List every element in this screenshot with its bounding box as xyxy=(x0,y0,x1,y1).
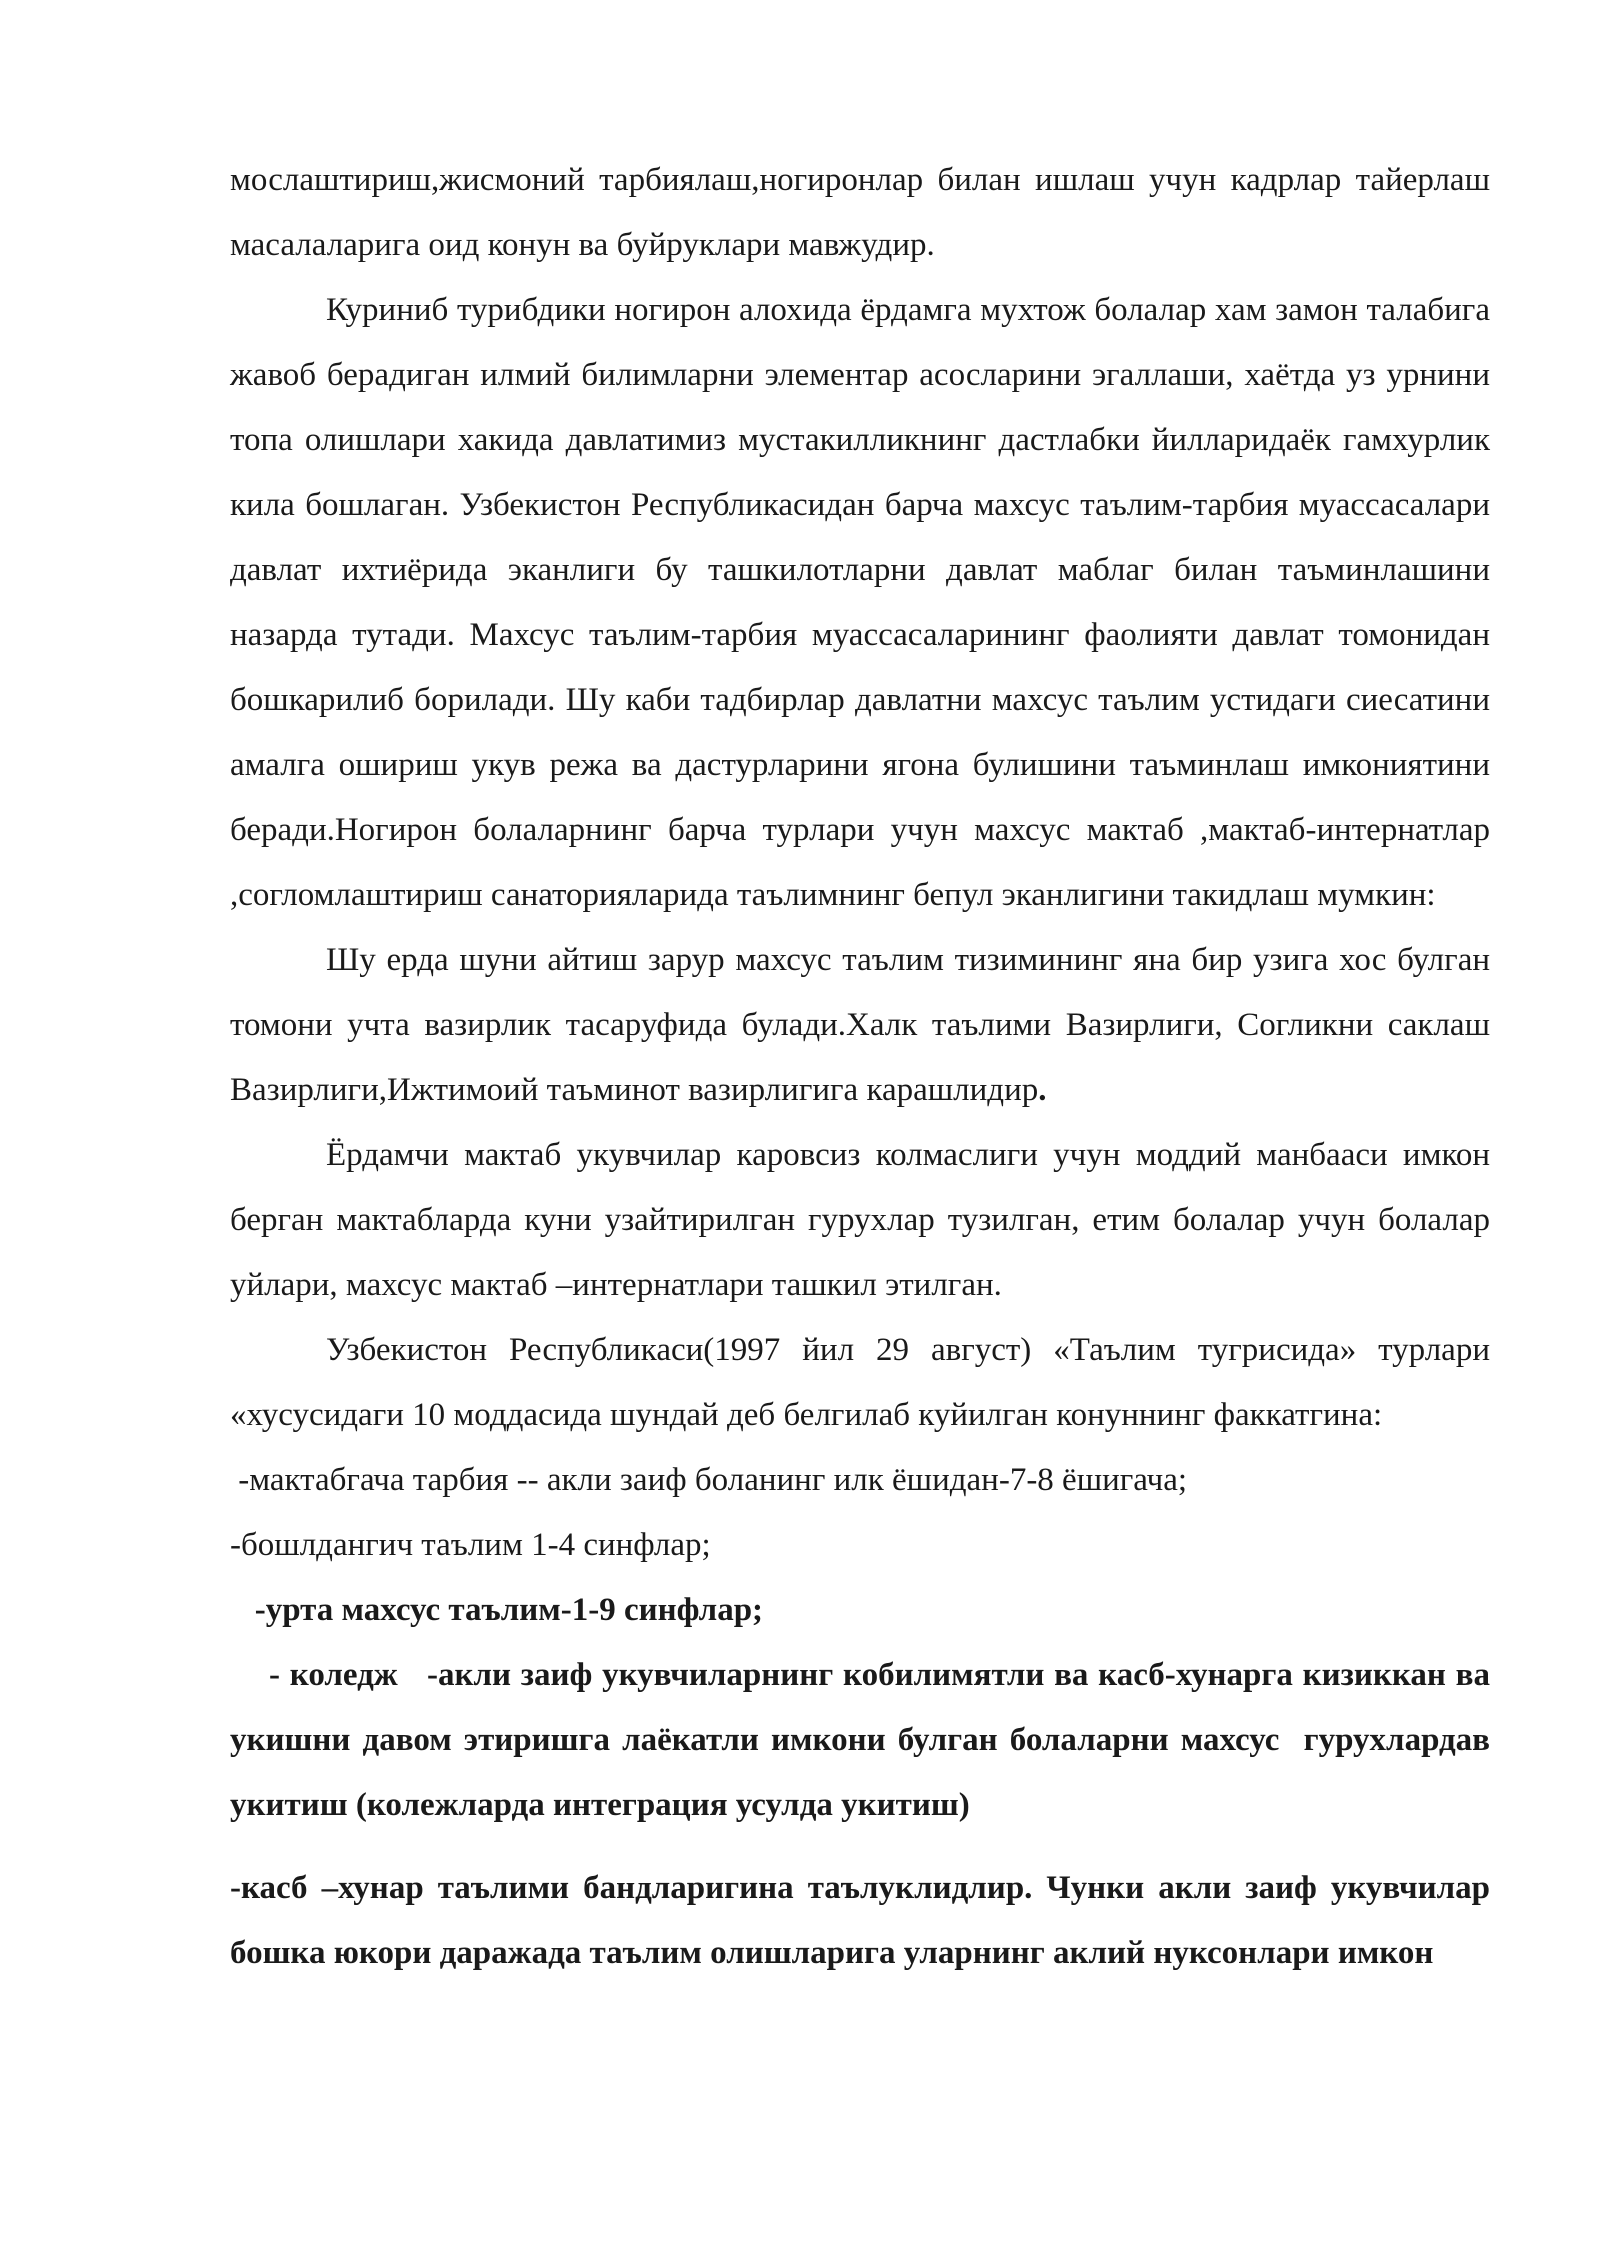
paragraph-ministries xyxy=(230,928,1490,1123)
paragraph-vocational: -касб –хунар таълими бандларигина таълуклидлир. Чунки акли заиф укувчилар бошка юкори даражада таълим олишларига уларнинг аклий нуксонлари имкон xyxy=(230,1870,1490,1971)
paragraph-auxiliary-school: Ёрдамчи мактаб укувчилар каровсиз колмаслиги учун моддий манбааси имкон берган мактабларда куни узайтирилган гурухлар тузилган, етим болалар учун болалар уйлари, махсус мактаб –интернатлари ташкил этилган. xyxy=(230,1137,1490,1303)
list-item-secondary: -урта махсус таълим-1-9 синфлар; xyxy=(230,1592,764,1628)
document-body xyxy=(230,148,1499,1986)
paragraph-law-reference: Узбекистон Республикаси(1997 йил 29 август) «Таълим тугрисида» турлари «хусусидаги 10 моддасида шундай деб белгилаб куйилган конуннинг факкатгина: xyxy=(230,1332,1490,1433)
paragraph-state-care: Куриниб турибдики ногирон алохида ёрдамга мухтож болалар хам замон талабига жавоб берадиган илмий билимларни элементар асосларини эгаллаши, хаётда уз урнини топа олишлари хакида давлатимиз мустакилликнинг дастлабки йилларидаёк гамхурлик кила бошлаган. Узбекистон Республикасидан барча махсус таълим-тарбия муассасалари давлат ихтиёрида эканлиги бу ташкилотларни давлат маблаг билан таъминлашини назарда тутади. Махсус таълим-тарбия муассасаларининг фаолияти давлат томонидан бошкарилиб борилади. Шу каби тадбирлар давлатни махсус таълим устидаги сиесатини амалга ошириш укув режа ва дастурларини ягона булишини таъминлаш имкониятини беради.Ногирон болаларнинг барча турлари учун махсус мактаб ,мактаб-интернатлар ,согломлаштириш санаторияларида таълимнинг бепул эканлигини такидлаш мумкин: xyxy=(230,292,1490,913)
list-item-preschool: -мактабгача тарбия -- акли заиф боланинг илк ёшидан-7-8 ёшигача; xyxy=(230,1462,1188,1498)
list-item-primary: -бошлдангич таълим 1-4 синфлар; xyxy=(230,1527,711,1563)
paragraph-college: - коледж -акли заиф укувчиларнинг кобилимятли ва касб-хунарга кизиккан ва укишни давом этиришга лаёкатли имкони булган болаларни махсус гурухлардав укитиш (колежларда интеграция усулда укитиш) xyxy=(230,1657,1499,1823)
paragraph-continued: мослаштириш,жисмоний тарбиялаш,ногиронлар билан ишлаш учун кадрлар тайерлаш масалаларига оид конун ва буйруклари мавжудир. xyxy=(230,162,1490,263)
paragraph-ministries-period: . xyxy=(1038,1072,1047,1108)
paragraph-ministries-text: Шу ерда шуни айтиш зарур махсус таълим тизимининг яна бир узига хос булган томони учта вазирлик тасаруфида булади.Халк таълими Вазирлиги, Согликни саклаш Вазирлиги,Ижтимоий таъминот вазирлигига карашлидир xyxy=(230,942,1490,1108)
